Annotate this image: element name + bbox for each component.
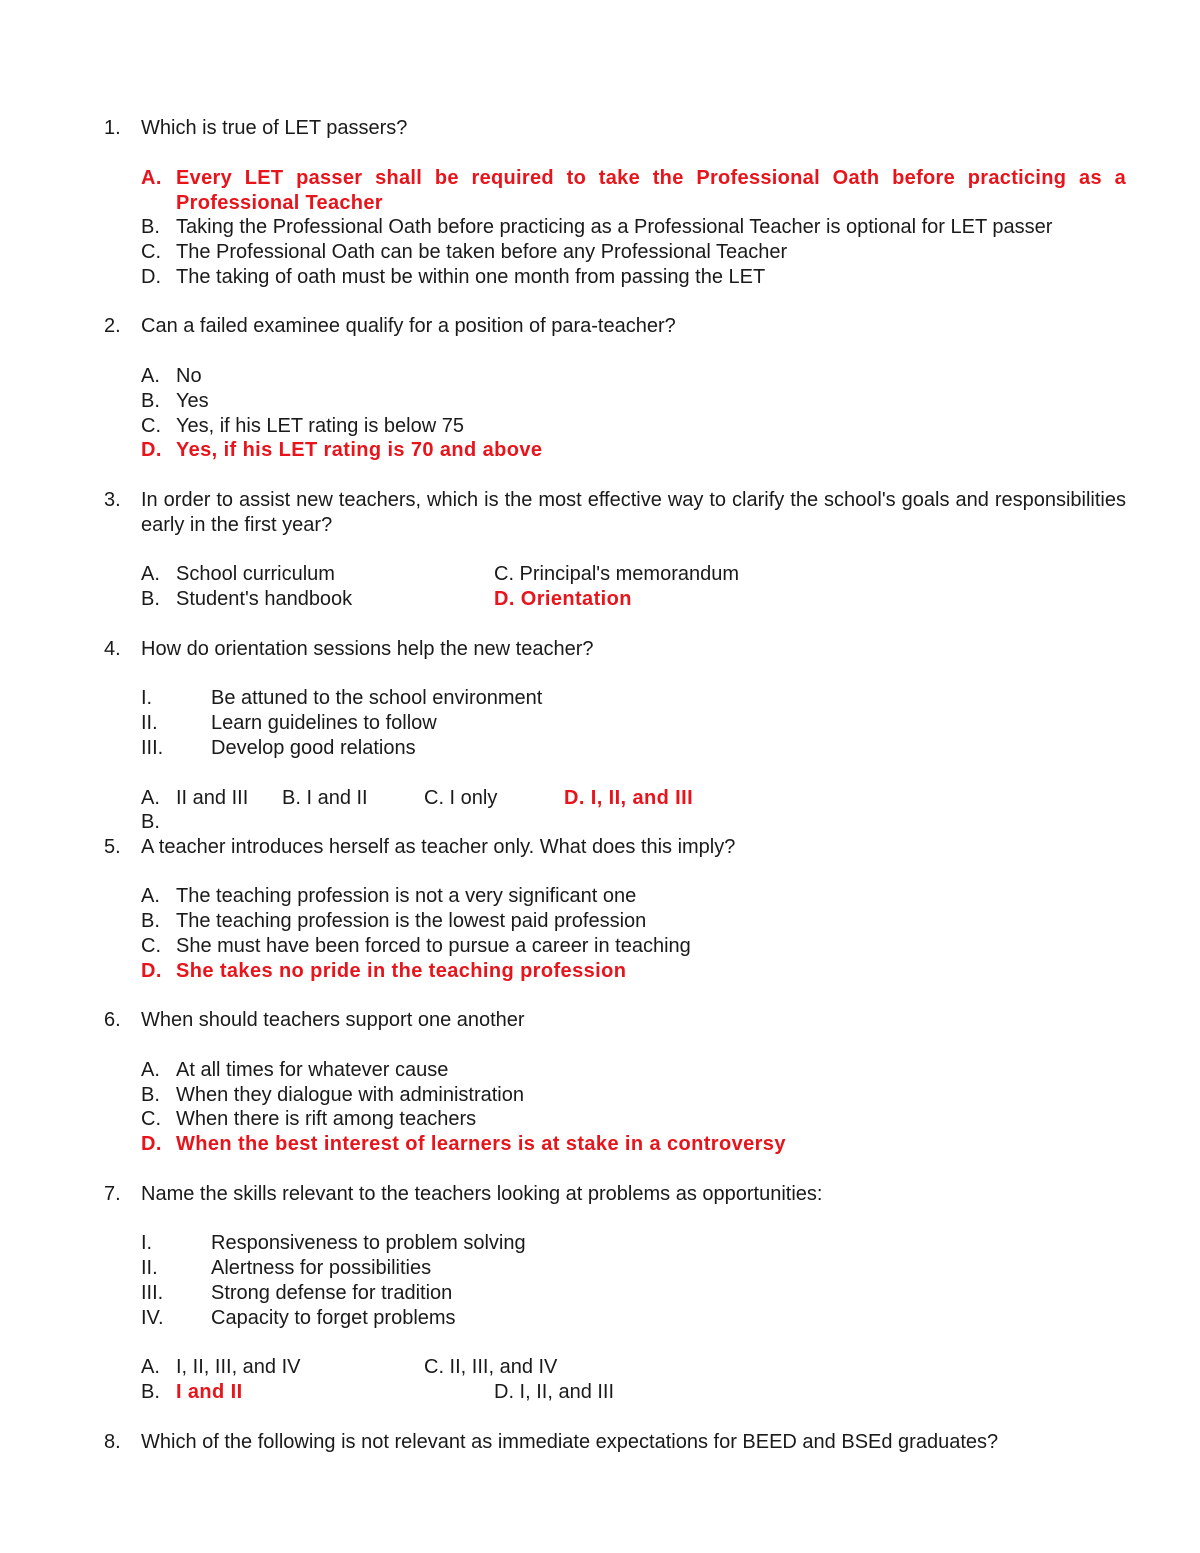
option-letter: A. [141,563,160,585]
option-7b [0,1380,1200,1405]
option-text: She must have been forced to pursue a career in teaching [176,935,691,957]
option-letter: A. [141,167,162,189]
option-text: Yes [176,390,209,412]
question-6 [0,1008,1200,1033]
question-8 [0,1430,1200,1455]
option-3c: C. Principal's memorandum [494,563,740,585]
option-letter: A. [141,365,160,387]
option-3a [0,562,1200,587]
list-item-text: Strong defense for tradition [211,1282,453,1304]
option-text: II and III [176,787,249,809]
option-7a [0,1355,1200,1380]
option-2a [0,364,1200,389]
question-number: 1. [104,117,121,139]
option-text: I and II [176,1381,243,1403]
question-number: 6. [104,1009,121,1031]
roman-numeral: II. [141,712,158,734]
option-1b [0,215,1200,240]
option-text: At all times for whatever cause [176,1059,449,1081]
list-item [0,1281,1200,1306]
list-item [0,1306,1200,1331]
option-letter: D. [141,960,162,982]
list-item [0,736,1200,761]
option-text: She takes no pride in the teaching profession [176,960,627,982]
roman-numeral: IV. [141,1307,164,1329]
list-item [0,1256,1200,1281]
option-5d [0,959,1200,984]
option-1a [0,166,1200,216]
option-5a [0,884,1200,909]
option-6a [0,1058,1200,1083]
stray-option-letter [0,810,1200,835]
option-text: I, II, III, and IV [176,1356,301,1378]
option-letter: C. [141,241,161,263]
option-letter: B. [141,390,160,412]
option-letter: A. [141,1356,160,1378]
option-2c [0,414,1200,439]
question-text: Can a failed examinee qualify for a position of para-teacher? [141,315,676,337]
question-3 [0,488,1200,538]
question-5 [0,835,1200,860]
option-text: When there is rift among teachers [176,1108,477,1130]
option-text: The teaching profession is not a very significant one [176,885,637,907]
option-text: When they dialogue with administration [176,1084,524,1106]
option-letter: B. [141,1381,160,1403]
list-item [0,711,1200,736]
option-3b [0,587,1200,612]
option-letter: A. [141,885,160,907]
option-letter: A. [141,1059,160,1081]
option-7d: D. I, II, and III [494,1381,615,1403]
question-number: 8. [104,1431,121,1453]
option-text: Yes, if his LET rating is 70 and above [176,439,543,461]
option-6d [0,1132,1200,1157]
question-text: Which of the following is not relevant as immediate expectations for BEED and BSEd graduates? [141,1431,999,1453]
option-3d: D. Orientation [494,588,632,610]
option-5c [0,934,1200,959]
list-item-text: Alertness for possibilities [211,1257,432,1279]
list-item-text: Learn guidelines to follow [211,712,437,734]
question-number: 4. [104,638,121,660]
option-text: Every LET passer shall be required to take the Professional Oath before practicing as a Professional Teacher [176,167,1126,214]
question-2 [0,314,1200,339]
list-item-text: Develop good relations [211,737,416,759]
question-number: 2. [104,315,121,337]
option-text: Student's handbook [176,588,353,610]
question-text: Name the skills relevant to the teachers looking at problems as opportunities: [141,1183,823,1205]
question-text: In order to assist new teachers, which is the most effective way to clarify the school's goals and responsibilities early in the first year? [141,489,1126,536]
option-text: Yes, if his LET rating is below 75 [176,415,464,437]
roman-numeral: II. [141,1257,158,1279]
option-4b: B. I and II [282,787,368,809]
option-6b [0,1083,1200,1108]
question-text: How do orientation sessions help the new teacher? [141,638,594,660]
list-item-text: Be attuned to the school environment [211,687,543,709]
option-letter: C. [141,415,161,437]
option-7c: C. II, III, and IV [424,1356,558,1378]
option-letter: C. [141,935,161,957]
option-4c: C. I only [424,787,498,809]
option-text: The Professional Oath can be taken before any Professional Teacher [176,241,788,263]
question-number: 5. [104,836,121,858]
option-4d: D. I, II, and III [564,787,694,809]
list-item [0,686,1200,711]
option-text: No [176,365,202,387]
question-text: A teacher introduces herself as teacher only. What does this imply? [141,836,736,858]
option-letter: B. [141,910,160,932]
option-letter: D. [141,439,162,461]
list-item-text: Responsiveness to problem solving [211,1232,526,1254]
list-item [0,1231,1200,1256]
option-letter: B. [141,216,160,238]
option-letter: C. [141,1108,161,1130]
question-number: 3. [104,489,121,511]
option-5b [0,909,1200,934]
option-text: Taking the Professional Oath before practicing as a Professional Teacher is optional for LET passer [176,216,1053,238]
option-1c [0,240,1200,265]
option-text: The teaching profession is the lowest paid profession [176,910,647,932]
option-letter: D. [141,1133,162,1155]
roman-numeral: III. [141,737,164,759]
option-4a [0,786,1200,811]
option-letter: B. [141,1084,160,1106]
question-text: Which is true of LET passers? [141,117,408,139]
roman-numeral: I. [141,1232,153,1254]
option-text: When the best interest of learners is at stake in a controversy [176,1133,786,1155]
option-letter: B. [141,811,160,833]
question-number: 7. [104,1183,121,1205]
question-7 [0,1182,1200,1207]
option-2b [0,389,1200,414]
roman-numeral: I. [141,687,153,709]
list-item-text: Capacity to forget problems [211,1307,456,1329]
option-letter: A. [141,787,160,809]
question-4 [0,637,1200,662]
option-1d [0,265,1200,290]
option-letter: D. [141,266,161,288]
option-6c [0,1107,1200,1132]
roman-numeral: III. [141,1282,164,1304]
option-text: The taking of oath must be within one month from passing the LET [176,266,766,288]
option-text: School curriculum [176,563,335,585]
question-text: When should teachers support one another [141,1009,525,1031]
option-2d [0,438,1200,463]
question-1 [0,116,1200,141]
option-letter: B. [141,588,160,610]
